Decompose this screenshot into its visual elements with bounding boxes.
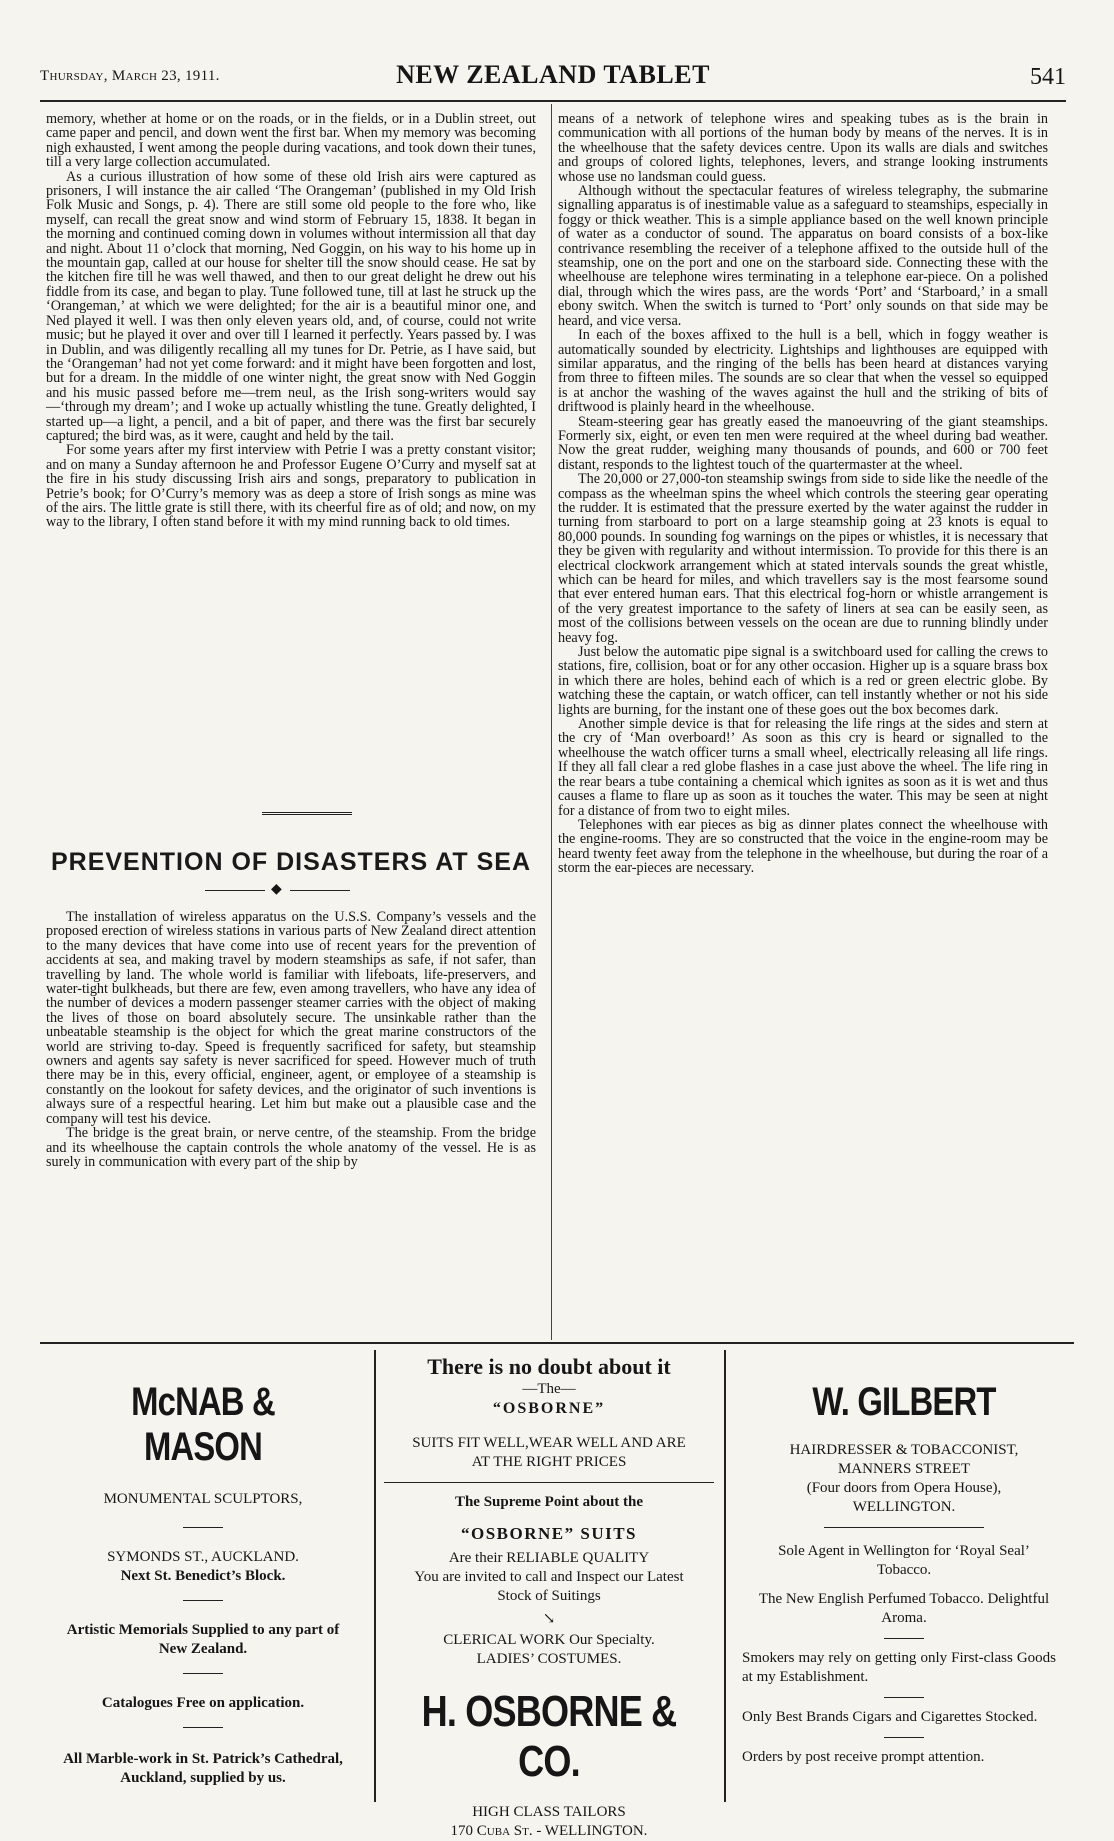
paragraph: memory, whether at home or on the roads, or in the fields, or in a Dublin street, out came paper and pencil, and down went the first bar. When my memory was becoming nigh exhausted, I went among the people during vacations, and took down their tunes, till a very large collection accumulated. [46,111,536,171]
ornament-line [205,890,265,891]
paragraph: As a curious illustration of how some of these old Irish airs were captured as prisoners, I will instance the air called ‘The Orangeman’ (published in my Old Irish Folk Music and Songs, p. 4). There are still some old people to the fore who, like myself, can recall the great snow and wind storm of February 15, 1838. It began in the morning and continued coming down in volumes without intermission all that day and night. About 11 o’clock that morning, Ned Goggin, on his way to his home up in the mountain gap, called at our house for shelter till the snow should cease. He sat by the kitchen fire till he was well thawed, and then to our great delight he drew out his fiddle from its case, and began to play. Tune followed tune, till at last he struck up the ‘Orangeman,’ at which we were delighted; for the air is a beautiful minor one, and Ned played it well. I was then only eleven years old, and, of course, could not write music; but he played it over and over till I learned it perfectly. Years passed by. I was in Dublin, and was diligently recalling all my tunes for Dr. Petrie, as I have said, but the ‘Orangeman’ had not yet come forward: and it might have been forgotten and lost, but for a dream. In the middle of one winter night, the great snow with Ned Goggin and his music passed before me—trem neul, as the Irish song-writers would say —‘through my dream’; and I woke up actually whistling the tune. Greatly delighted, I started up—a light, a pencil, and a bit of paper, and there was the first bar securely captured; the bird was, as it were, caught and held by the tail. [46,168,536,444]
diamond-ornament-icon: ◆ [271,882,282,897]
ad-divider [183,1600,223,1601]
page-header [40,58,1066,98]
mcnab-mason-ad [46,1352,360,1802]
paragraph: The installation of wireless apparatus on the U.S.S. Company’s vessels and the proposed erection of wireless stations in various parts of New Zealand direct attention to the many devices that have come into use of recent years for the prevention of accidents at sea, and making travel by modern steamships as safe, if not safer, than travelling by land. The whole world is familiar with lifeboats, life-preservers, and water-tight bulkheads, but there are few, even among travellers, who have any idea of the number of devices a modern passenger steamer carries with the object of making the lives of those on board absolutely secure. The unsinkable rather than the unbeatable steamship is the object for which the great marine constructors of the world are striving to-day. Speed is frequently sacrificed for safety, but steamship owners and agents say safety is never sacrificed for speed. However much of truth there may be in this, every official, engineer, agent, or employee of a steamship is constantly on the lookout for safety devices, and the originator of such inventions is always sure of a respectful hearing. Let him but make out a plausible case and the company will test his device. [46,909,536,1127]
ad-line: MONUMENTAL SCULPTORS, [103,1491,303,1507]
ad-line: LADIES’ COSTUMES. [476,1651,622,1667]
ad-separator [374,1350,376,1802]
ad-separator [724,1350,726,1802]
publication-title: NEW ZEALAND TABLET [396,60,710,89]
left-column [46,112,536,530]
paragraph: The 20,000 or 27,000-ton steamship swings from side to side like the needle of the compass as the wheelman spins the wheel which controls the steering gear operating the rudder. It is estimated that the pressure exerted by the water against the rudder in turning from starboard to port on a large steamship going at 23 knots is equal to 80,000 pounds. In sounding fog warnings on the pipes or whistles, it is necessary that they be given with regularity and without intermission. To provide for this there is an electrical clockwork arrangement which at stated intervals sounds the great whistle, which can be heard for miles, and which travellers say is the most fearsome sound that ever entered human ears. That this electrical fog-horn or whistle arrangement is of the very greatest importance to the safety of liners at sea can be easily seen, as most of the collisions between vessels on the ocean are due to running blindly under heavy fog. [558,471,1048,646]
ad-divider [183,1727,223,1728]
advertiser-name: McNAB & MASON [131,1380,275,1469]
section-divider [262,812,352,817]
ad-line: All Marble-work in St. Patrick’s Cathedral, Auckland, supplied by us. [63,1751,343,1786]
ornament-line [290,890,350,891]
ad-line: You are invited to call and Inspect our Latest Stock of Suitings [414,1569,684,1604]
paragraph: means of a network of telephone wires and speaking tubes as is the brain in communication with all portions of the human body by means of the nerves. It is in the wheelhouse that the safety devices centre. Upon its walls are dials and switches and groups of colored lights, telephones, levers, and strange looking instruments whose use no landsman could guess. [558,111,1048,185]
ad-line: The Supreme Point about the [454,1494,644,1510]
ad-brand: “OSBORNE” [492,1400,606,1417]
article-body [46,910,536,1169]
advertisement-rule [40,1342,1074,1344]
ad-line: Sole Agent in Wellington for ‘Royal Seal’ Tobacco. [778,1543,1030,1578]
ad-brand: “OSBORNE” SUITS [460,1524,638,1543]
ad-line: CLERICAL WORK Our Specialty. [443,1632,655,1648]
ad-line: SYMONDS ST., AUCKLAND. [107,1549,299,1565]
ad-line: HIGH CLASS TAILORS [472,1804,626,1820]
column-rule [551,104,552,1340]
ad-line: Smokers may rely on getting only First-class Goods at my Establishment. [742,1650,1056,1685]
paragraph: The bridge is the great brain, or nerve centre, of the steamship. From the bridge and its wheelhouse the captain controls the whole anatomy of the vessel. He is as surely in communication with every part of the ship by [46,1125,536,1170]
advertiser-name: H. OSBORNE & CO. [421,1687,677,1786]
ad-line: Are their RELIABLE QUALITY [448,1550,650,1566]
ad-line: SUITS FIT WELL,WEAR WELL AND ARE AT THE RIGHT PRICES [412,1435,686,1470]
ad-divider [824,1527,984,1528]
ad-line: Only Best Brands Cigars and Cigarettes Stocked. [742,1709,1038,1725]
ad-line: Artistic Memorials Supplied to any part of New Zealand. [66,1622,340,1657]
ad-divider [183,1673,223,1674]
ad-line: (Four doors from Opera House), [806,1480,1002,1496]
issue-date: Thursday, March 23, 1911. [40,68,220,84]
ad-divider [884,1638,924,1639]
paragraph: Although without the spectacular features of wireless telegraphy, the submarine signalling apparatus is of inestimable value as a safeguard to steamships, especially in foggy or thick weather. This is a simple appliance based on the well known principle of water as a conductor of sound. The apparatus on board consists of a box-like contrivance resembling the receiver of a telephone affixed to the outside hull of the steamship, one on the port and one on the starboard side. Connecting these with the wheelhouse are telephone wires terminating in a telephone ear-piece. On a polished dial, through which the wires pass, are the words ‘Port’ and ‘Starboard,’ in a small ebony switch. When the switch is turned to ‘Port’ only sounds on that side may be heard, and vice versa. [558,183,1048,329]
paragraph: In each of the boxes affixed to the hull is a bell, which in foggy weather is automatically sounded by electricity. Lightships and lighthouses are equipped with similar apparatus, and the ringing of the bells has been heard at distances varying from three to fifteen miles. The sounds are so clear that when the vessel so equipped is at anchor the washing of the waves against the hull and the striking of bits of driftwood is plainly heard in the wheelhouse. [558,327,1048,416]
article-headline: PREVENTION OF DISASTERS AT SEA [50,848,532,876]
gilbert-ad [734,1352,1074,1802]
ad-line: HAIRDRESSER & TOBACCONIST, [789,1442,1019,1458]
paragraph: Another simple device is that for releasing the life rings at the sides and stern at the cry of ‘Man overboard!’ As soon as this cry is heard or signalled to the wheelhouse the watch officer turns a small wheel, electrically releasing all life rings. If they all fall clear a red globe flashes in a case just above the wheel. The life ring in the rear bears a tube containing a chemical which ignites as soon as it is wet and thus causes a flame to flare up as soon as it touches the water. This may be seen at night for a distance of from two to eight miles. [558,716,1048,819]
header-rule [40,100,1066,102]
ad-line: Catalogues Free on application. [101,1695,305,1711]
advertiser-name: W. GILBERT [812,1380,996,1424]
ad-line: —The— [522,1381,576,1397]
paragraph: Just below the automatic pipe signal is a switchboard used for calling the crews to stations, fire, collision, boat or for any other occasion. Higher up is a square brass box in which there are holes, behind each of which is a red or green electric globe. By watching these the captain, or watch officer, can tell instantly whether or not his side lights are burning, for the instant one of these goes out the box becomes dark. [558,644,1048,718]
ad-divider [384,1482,714,1483]
ad-line: MANNERS STREET [837,1461,971,1477]
paragraph: Telephones with ear pieces as big as dinner plates connect the wheelhouse with the engine-rooms. They are so constructed that the voice in the engine-room may be heard twenty feet away from the telephone in the wheelhouse, but during the roar of a storm the ear-pieces are necessary. [558,816,1048,877]
ad-divider [884,1737,924,1738]
ad-line: Next St. Benedict’s Block. [120,1568,286,1584]
ad-line: WELLINGTON. [852,1499,956,1515]
decorative-arrow-icon: ↘ [542,1611,556,1627]
paragraph: For some years after my first interview with Petrie I was a pretty constant visitor; and on many a Sunday afternoon he and Professor Eugene O’Curry and myself sat at the fire in his study discussing Irish airs and songs, preparatory to publication in Petrie’s book; for O’Curry’s memory was as deep a store of Irish songs as mine was of the airs. The little grate is still there, with its cheerful fire as of old; and now, on my way to the library, I often stand before it with my mind running back to old times. [46,442,536,531]
page-number: 541 [1030,64,1066,90]
osborne-ad [382,1352,716,1839]
paragraph: Steam-steering gear has greatly eased the manoeuvring of the giant steamships. Formerly six, eight, or even ten men were required at the wheel during bad weather. Now the great rudder, weighing many thousands of pounds, and 600 or 700 feet distant, responds to the lightest touch of the quartermaster at the wheel. [558,413,1048,473]
ad-headline: There is no doubt about it [427,1354,671,1379]
ad-divider [183,1527,223,1528]
right-column [558,112,1048,876]
ad-line: The New English Perfumed Tobacco. Delightful Aroma. [758,1591,1050,1626]
ad-line: Orders by post receive prompt attention. [742,1749,985,1765]
ad-divider [884,1697,924,1698]
ad-line: 170 Cuba St. - WELLINGTON. [450,1823,648,1839]
